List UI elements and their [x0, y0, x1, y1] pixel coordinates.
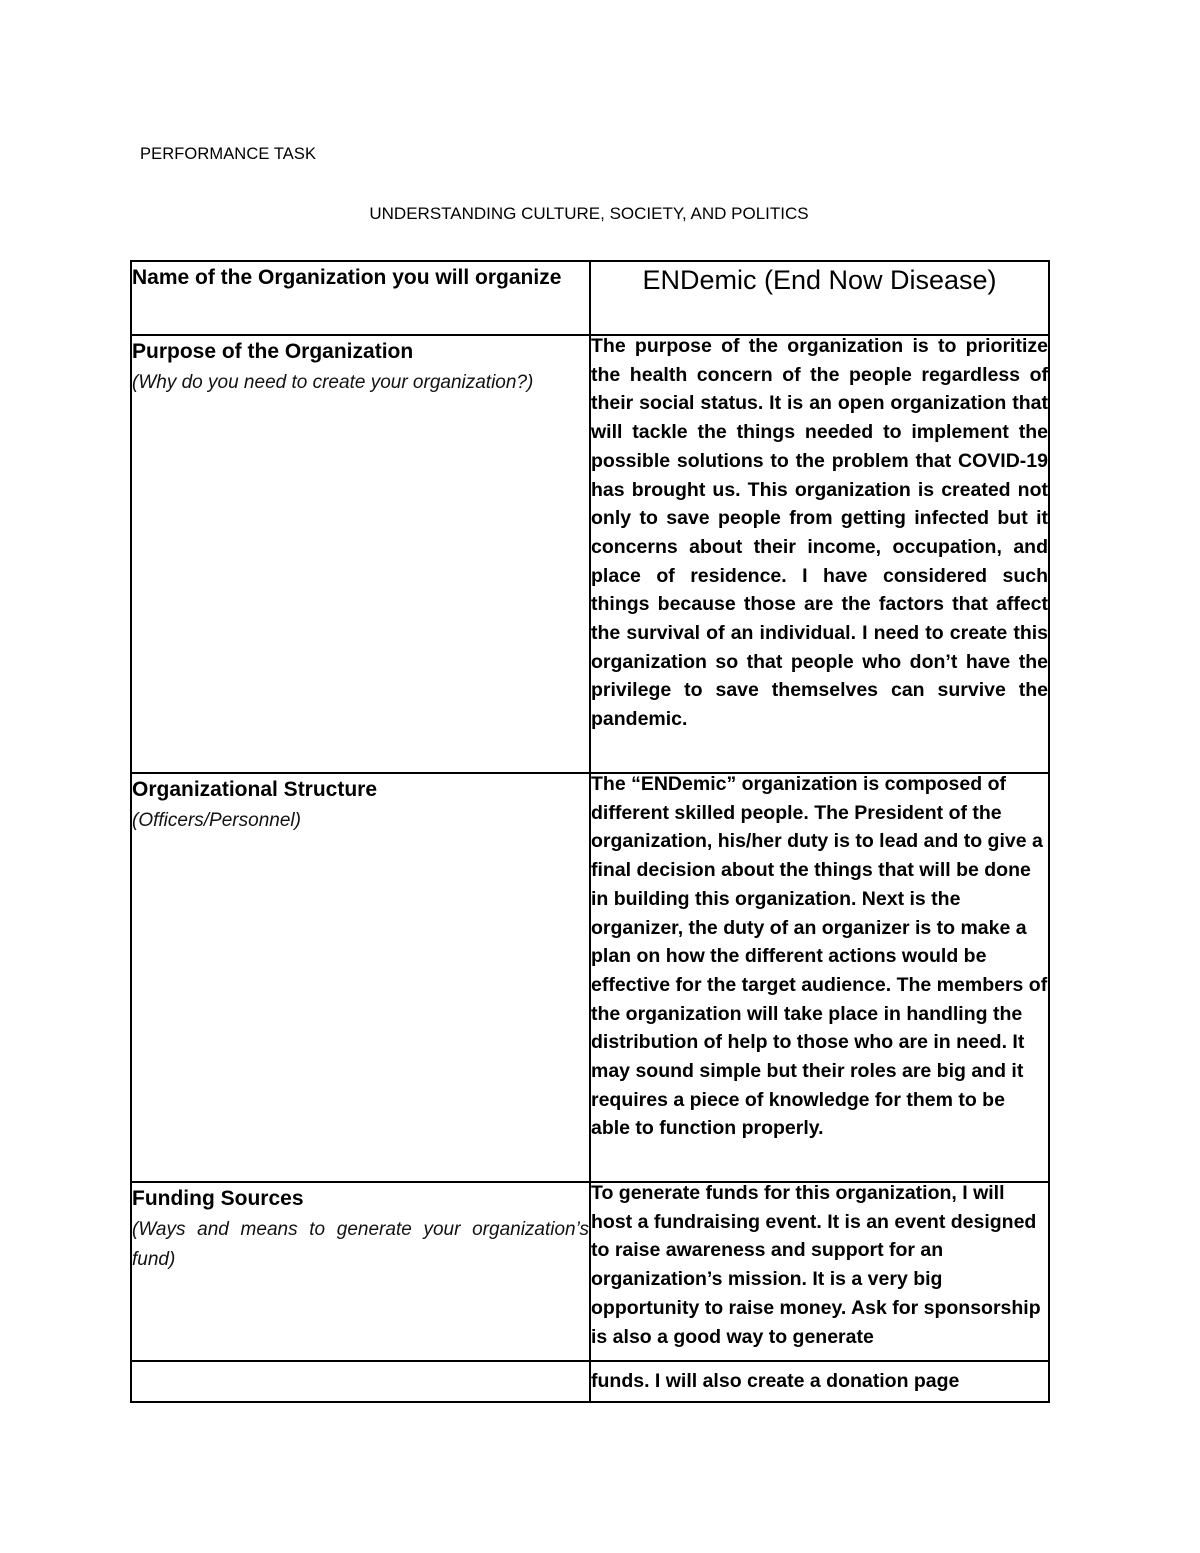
row-answer-cell: [590, 1361, 1049, 1402]
purpose-answer: The purpose of the organization is to prioritize the health concern of the people regardless of their social status. It is an open organization that will tackle the things needed to implement the possible solutions to the problem that COVID-19 has brought us. This organization is created not only to save people from getting infected but it concerns about their income, occupation, and place of residence. I have considered such things because those are the factors that affect the survival of an individual. I need to create this organization so that people who don’t have the privilege to save themselves can survive the pandemic.: [591, 335, 1048, 731]
row-answer-cell: [590, 335, 1049, 773]
table-row-structure: [131, 773, 1049, 1182]
row-label: Funding Sources: [132, 1187, 304, 1210]
row-label-cell: [131, 1182, 590, 1361]
row-label: Purpose of the Organization: [132, 340, 414, 363]
table-row-name: [131, 261, 1049, 335]
row-label: Name of the Organization you will organize: [132, 266, 562, 289]
row-sublabel: (Officers/Personnel): [132, 810, 301, 831]
row-label: Organizational Structure: [132, 778, 378, 801]
row-label-cell: [131, 1361, 590, 1402]
structure-answer: The “ENDemic” organization is composed of different skilled people. The President of the organization, his/her duty is to lead and to give a final decision about the things that will be done in building this organization. Next is the organizer, the duty of an organizer is to make a plan on how the different actions would be effective for the target audience. The members of the organization will take place in handling the distribution of help to those who are in need. It may sound simple but their roles are big and it requires a piece of knowledge for them to be able to function properly.: [591, 773, 1048, 1140]
row-answer-cell: [590, 1182, 1049, 1361]
table-row-funding: [131, 1182, 1049, 1361]
row-label-cell: [131, 335, 590, 773]
organization-table: [130, 260, 1050, 1403]
row-sublabel: (Ways and means to generate your organization’s fund): [132, 1219, 589, 1270]
row-answer-cell: [590, 773, 1049, 1182]
row-answer-cell: [590, 261, 1049, 335]
page-heading: PERFORMANCE TASK: [140, 145, 317, 163]
row-label-cell: [131, 773, 590, 1182]
row-label-cell: [131, 261, 590, 335]
document-title: UNDERSTANDING CULTURE, SOCIETY, AND POLITICS: [369, 204, 809, 223]
table-row-purpose: [131, 335, 1049, 773]
organization-name: ENDemic (End Now Disease): [642, 265, 997, 295]
funding-answer: To generate funds for this organization, I will host a fundraising event. It is an event designed to raise awareness and support for an organization’s mission. It is a very big opportunity to raise money. Ask for sponsorship is also a good way to generate: [591, 1182, 1041, 1348]
table-row-continuation: [131, 1361, 1049, 1402]
funding-answer-continued: funds. I will also create a donation page: [591, 1370, 960, 1392]
row-sublabel: (Why do you need to create your organization?): [132, 372, 534, 393]
